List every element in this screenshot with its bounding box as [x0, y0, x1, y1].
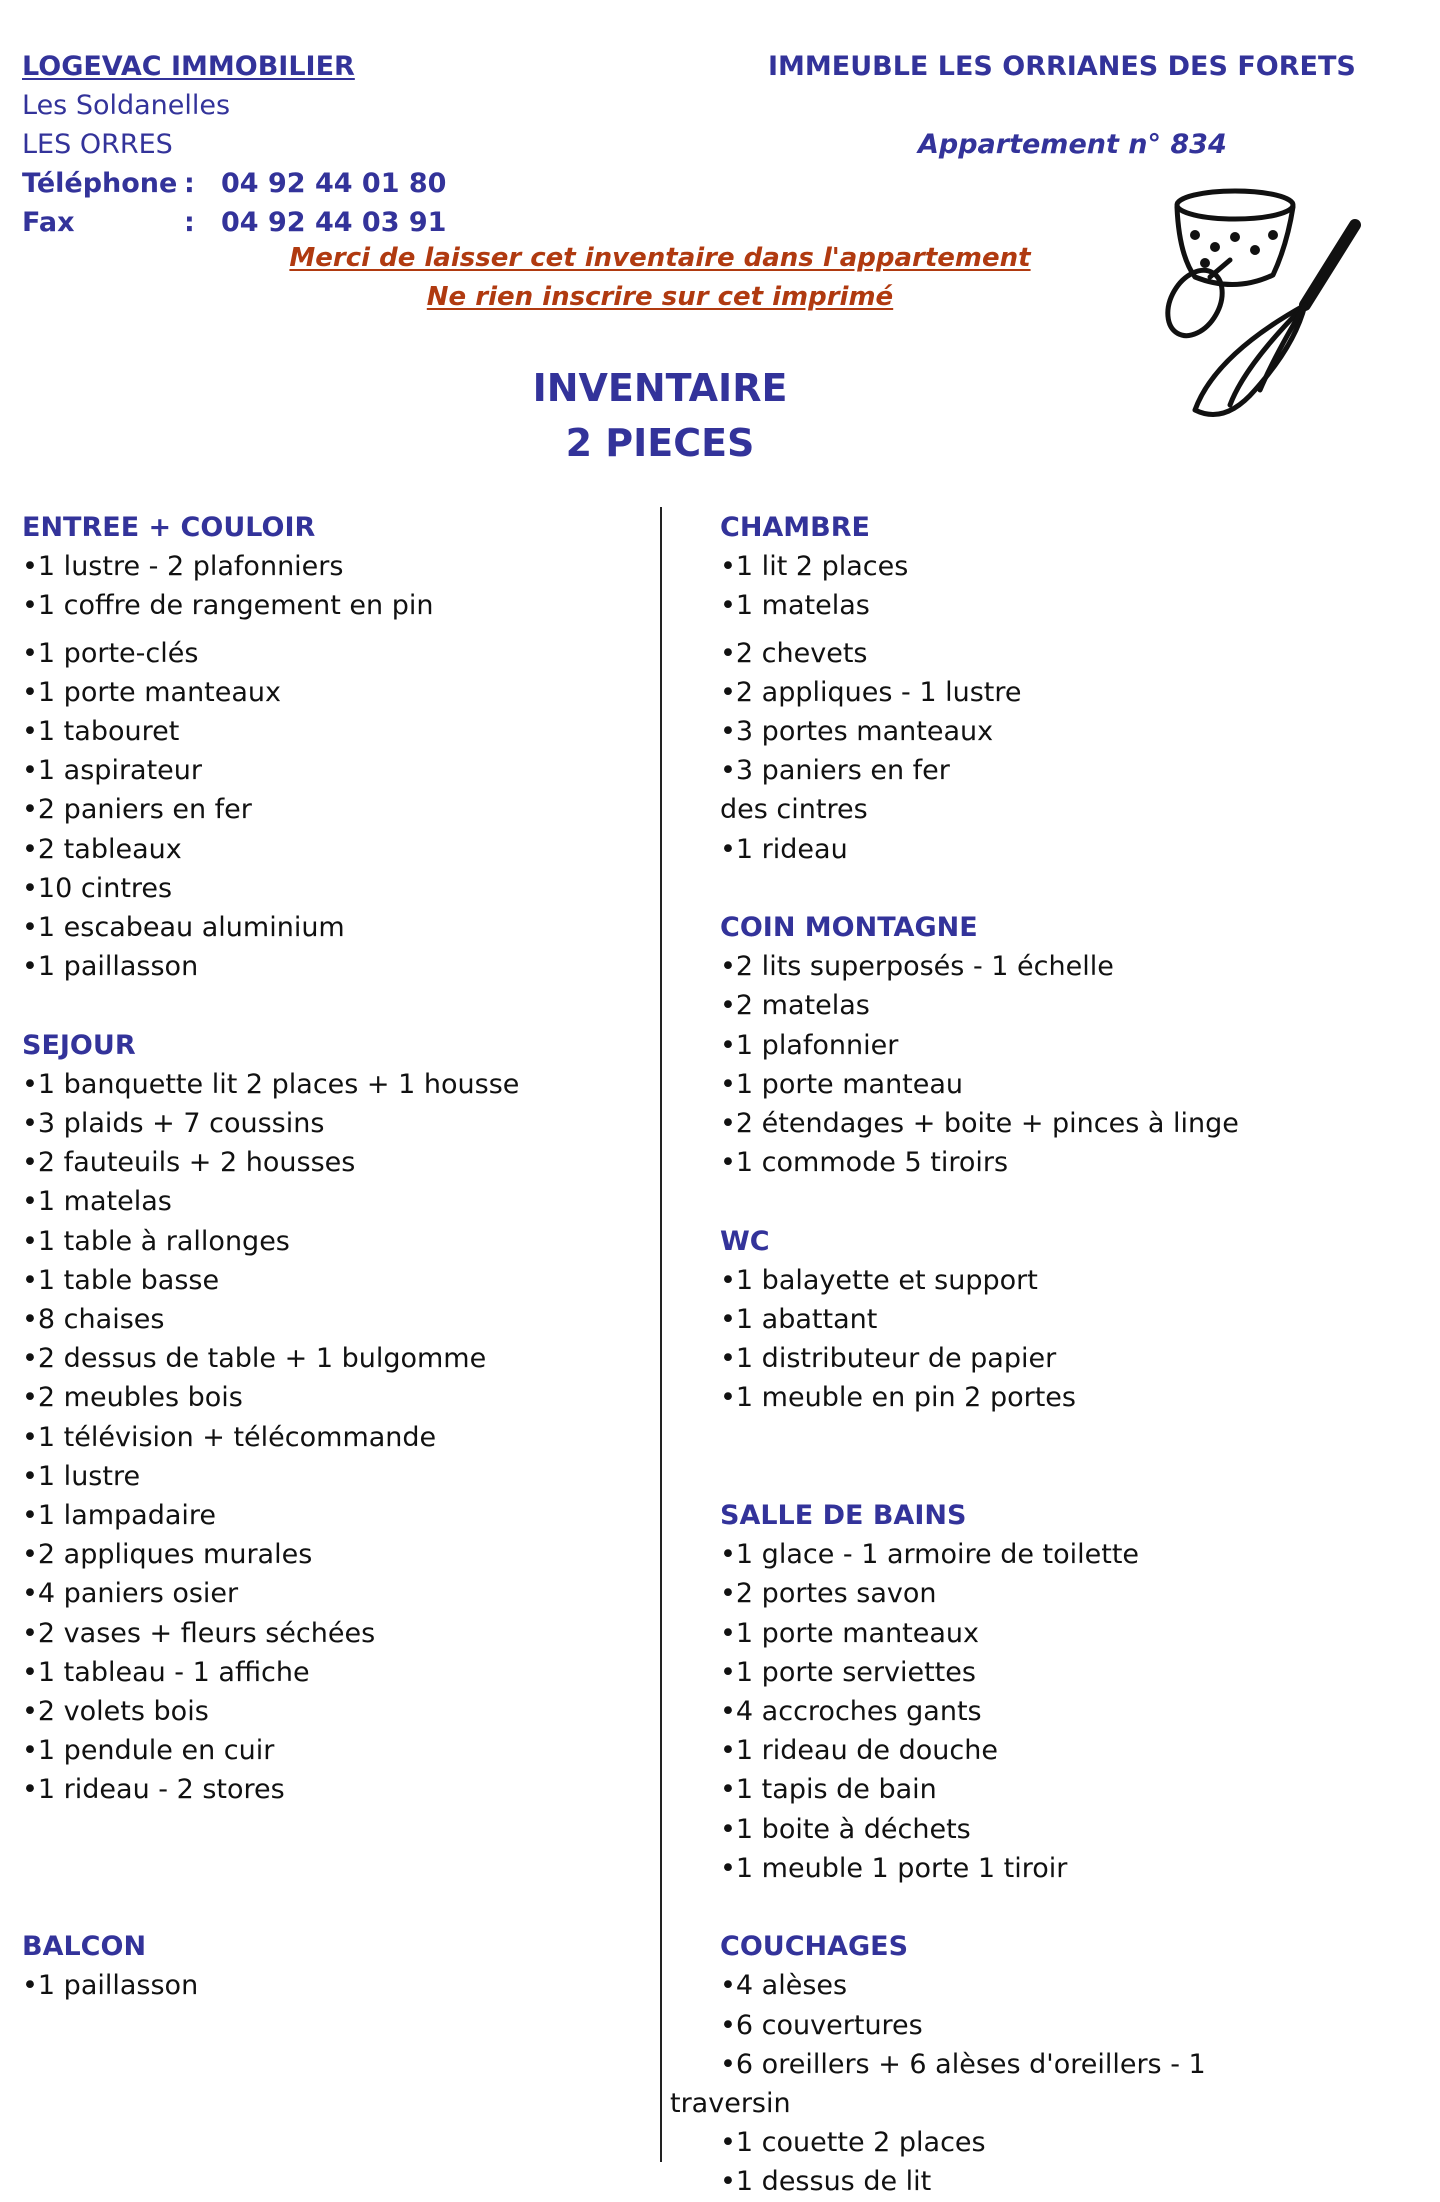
agency-name: LOGEVAC IMMOBILIER: [22, 51, 355, 82]
section-title-couchages: COUCHAGES: [720, 1931, 909, 1963]
list-item: •1 meuble 1 porte 1 tiroir: [720, 1852, 1068, 1884]
list-item: •1 table à rallonges: [22, 1225, 290, 1257]
list-item: •2 lits superposés - 1 échelle: [720, 951, 1114, 983]
list-item: •1 commode 5 tiroirs: [720, 1147, 1009, 1179]
page-subtitle: 2 PIECES: [565, 421, 755, 465]
list-item: •2 meubles bois: [22, 1382, 243, 1414]
list-item: •2 tableaux: [22, 833, 182, 865]
phone-number: 04 92 44 01 80: [221, 168, 447, 199]
list-item: •1 tableau - 1 affiche: [22, 1656, 310, 1688]
list-item: •4 paniers osier: [22, 1578, 239, 1610]
list-item: •1 boite à déchets: [720, 1813, 971, 1845]
phone-label: Téléphone: [22, 168, 178, 199]
apartment-number: Appartement n° 834: [918, 129, 1227, 160]
list-item: •2 volets bois: [22, 1696, 209, 1728]
page-title: INVENTAIRE: [532, 366, 788, 410]
notice-keep-inventory: Merci de laisser cet inventaire dans l'appartement: [289, 243, 1031, 273]
list-item: •1 matelas: [22, 1186, 172, 1218]
list-item: des cintres: [720, 794, 868, 826]
list-item: •2 étendages + boite + pinces à linge: [720, 1108, 1239, 1140]
list-item: •1 rideau de douche: [720, 1735, 998, 1767]
list-item: •1 table basse: [22, 1264, 220, 1296]
list-item: •1 lustre - 2 plafonniers: [22, 551, 344, 583]
address-line-2: LES ORRES: [22, 129, 173, 160]
list-item: •2 dessus de table + 1 bulgomme: [22, 1343, 487, 1375]
right-column: [670, 508, 1420, 2202]
fax-separator: :: [184, 207, 195, 238]
list-item: •8 chaises: [22, 1304, 165, 1336]
list-item: •1 aspirateur: [22, 755, 202, 787]
list-item: •1 distributeur de papier: [720, 1343, 1057, 1375]
list-item: •1 escabeau aluminium: [22, 912, 345, 944]
section-title-sejour: SEJOUR: [22, 1029, 136, 1061]
notice-do-not-write: Ne rien inscrire sur cet imprimé: [426, 282, 894, 312]
list-item: •1 lit 2 places: [720, 551, 909, 583]
list-item: •1 meuble en pin 2 portes: [720, 1382, 1076, 1414]
list-item: •3 plaids + 7 coussins: [22, 1108, 325, 1140]
kitchen-utensils-icon: [1155, 185, 1370, 430]
list-item: •1 lampadaire: [22, 1500, 217, 1532]
list-item: •4 alèses: [720, 1970, 848, 2002]
list-item: •1 télévision + télécommande: [22, 1421, 437, 1453]
list-item: •3 paniers en fer: [720, 755, 950, 787]
list-item: •1 paillasson: [22, 1970, 199, 2002]
list-item: •1 balayette et support: [720, 1264, 1038, 1296]
list-item: •1 porte serviettes: [720, 1656, 976, 1688]
fax-number: 04 92 44 03 91: [221, 207, 447, 238]
list-item: •1 porte manteaux: [22, 676, 282, 708]
list-item: •1 paillasson: [22, 951, 199, 983]
list-item: •1 abattant: [720, 1304, 878, 1336]
list-item: •1 rideau - 2 stores: [22, 1774, 285, 1806]
list-item: •1 rideau: [720, 833, 848, 865]
list-item: •1 tabouret: [22, 716, 180, 748]
list-item: •2 vases + fleurs séchées: [22, 1617, 376, 1649]
list-item: •6 couvertures: [720, 2009, 923, 2041]
list-item: •6 oreillers + 6 alèses d'oreillers - 1: [720, 2048, 1206, 2080]
list-item-continuation: traversin: [670, 2088, 791, 2120]
list-item: •4 accroches gants: [720, 1696, 982, 1728]
list-item: •2 fauteuils + 2 housses: [22, 1147, 356, 1179]
column-divider: [660, 507, 662, 2162]
list-item: •1 lustre: [22, 1460, 141, 1492]
list-item: •1 dessus de lit: [720, 2166, 932, 2198]
list-item: •2 appliques - 1 lustre: [720, 676, 1022, 708]
list-item: •2 matelas: [720, 990, 870, 1022]
phone-separator: :: [184, 168, 195, 199]
address-line-1: Les Soldanelles: [22, 90, 231, 121]
list-item: •1 pendule en cuir: [22, 1735, 275, 1767]
section-title-coin-montagne: COIN MONTAGNE: [720, 912, 978, 944]
list-item: •2 chevets: [720, 637, 868, 669]
fax-label: Fax: [22, 207, 75, 238]
list-item: •1 tapis de bain: [720, 1774, 937, 1806]
building-name: IMMEUBLE LES ORRIANES DES FORETS: [768, 51, 1356, 82]
list-item: •1 coffre de rangement en pin: [22, 590, 434, 622]
left-column: [22, 508, 642, 2006]
list-item: •2 appliques murales: [22, 1539, 313, 1571]
list-item: •10 cintres: [22, 872, 173, 904]
section-title-balcon: BALCON: [22, 1931, 147, 1963]
list-item: •1 porte manteau: [720, 1068, 964, 1100]
list-item: •1 couette 2 places: [720, 2127, 986, 2159]
list-item: •1 glace - 1 armoire de toilette: [720, 1539, 1140, 1571]
section-title-wc: WC: [720, 1225, 770, 1257]
section-title-chambre: CHAMBRE: [720, 512, 870, 543]
list-item: •1 porte manteaux: [720, 1617, 980, 1649]
section-title-entree: ENTREE + COULOIR: [22, 512, 316, 543]
list-item: •1 banquette lit 2 places + 1 housse: [22, 1068, 520, 1100]
list-item: •1 porte-clés: [22, 637, 199, 669]
list-item: •1 matelas: [720, 590, 870, 622]
list-item: •2 paniers en fer: [22, 794, 252, 826]
list-item: •3 portes manteaux: [720, 716, 994, 748]
section-title-salle-de-bains: SALLE DE BAINS: [720, 1500, 967, 1532]
list-item: •1 plafonnier: [720, 1029, 899, 1061]
list-item: •2 portes savon: [720, 1578, 937, 1610]
